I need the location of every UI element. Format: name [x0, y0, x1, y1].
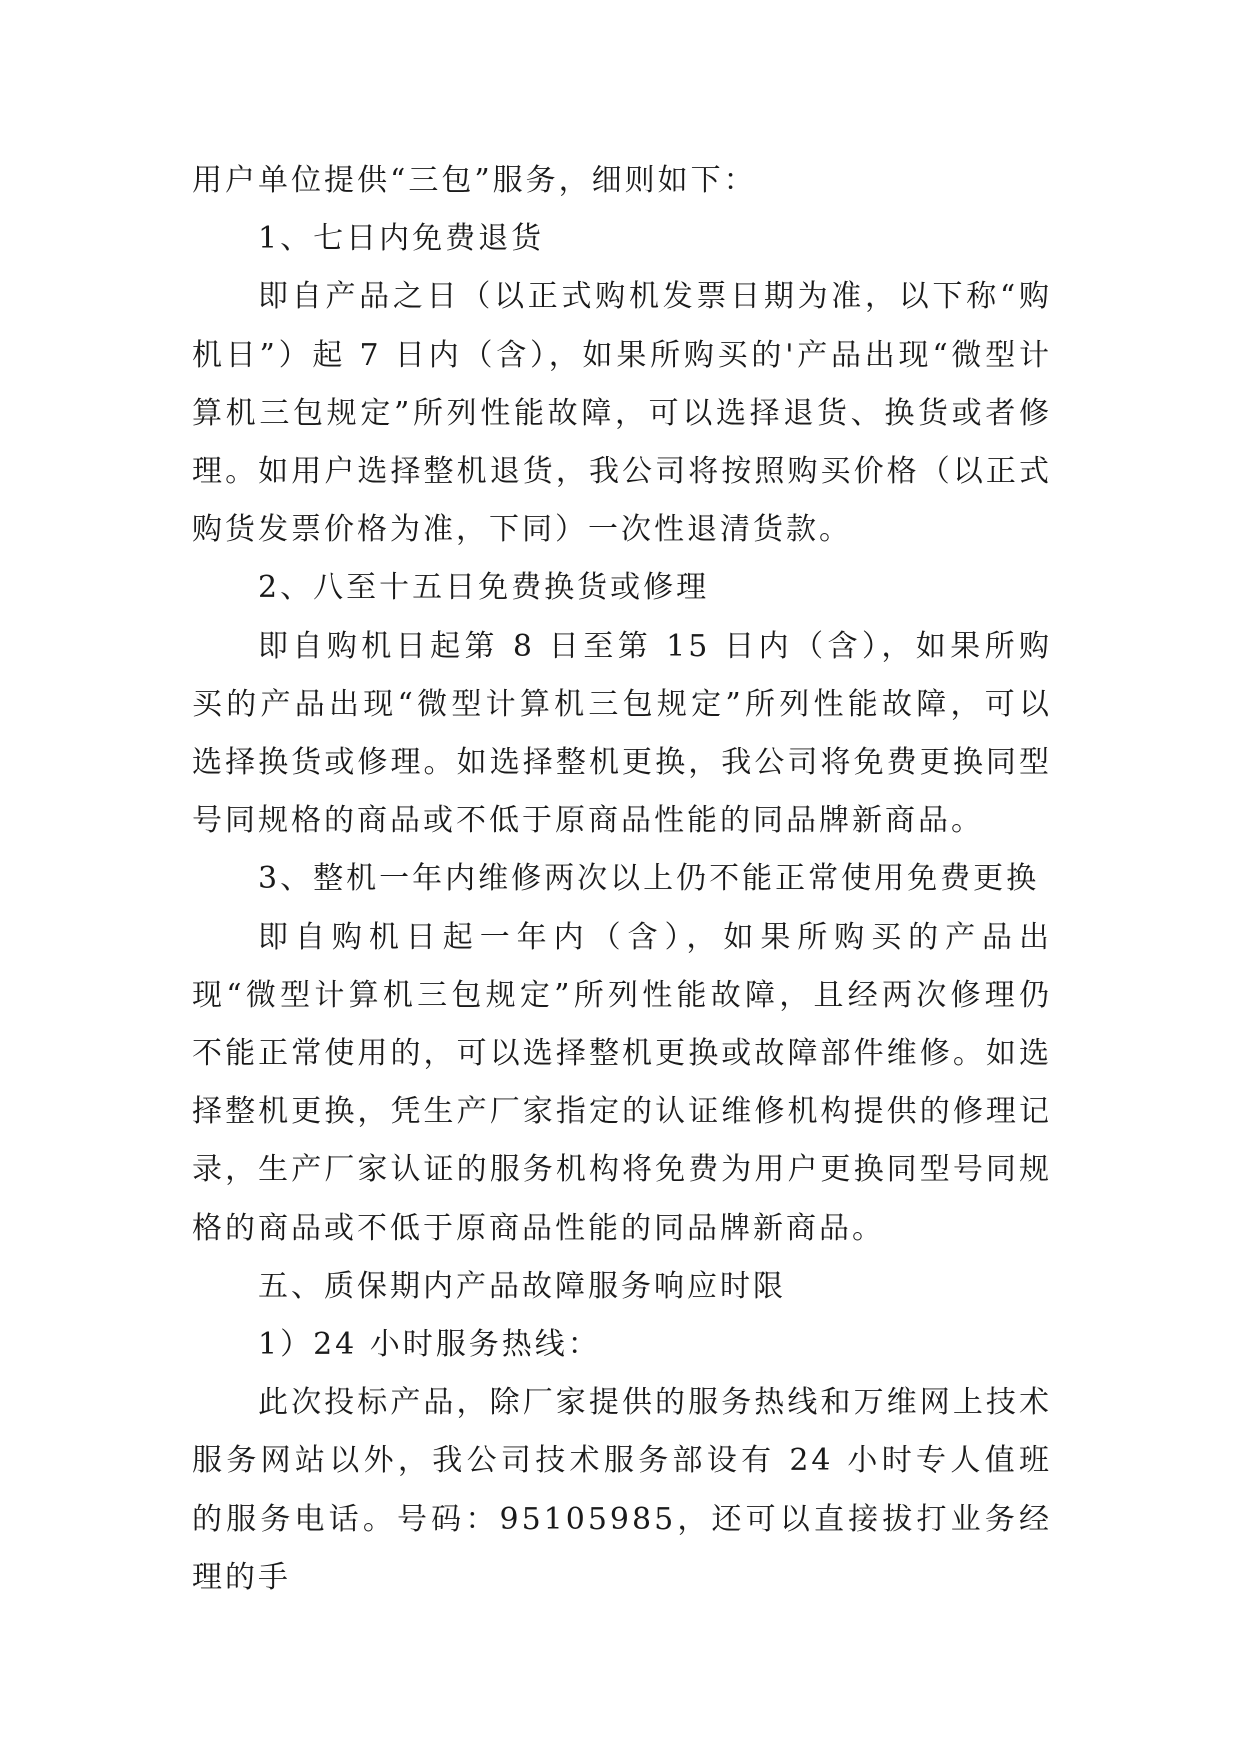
paragraph-one-year-replacement: 即自购机日起一年内（含），如果所购买的产品出现“微型计算机三包规定”所列性能故障，且经两次修理仍不能正常使用的，可以选择整机更换或故障部件维修。如选择整机更换，凭生产厂家指定的认证维修机构提供的修理记录，生产厂家认证的服务机构将免费为用户更换同型号同规格的商品或不低于原商品性能的同品牌新商品。	[192, 919, 1052, 1246]
paragraph-intro: 用户单位提供“三包”服务，细则如下：	[192, 163, 757, 198]
heading-one-year-replacement: 3、整机一年内维修两次以上仍不能正常使用免费更换	[258, 861, 1040, 897]
heading-service-hotline: 1）24 小时服务热线：	[258, 1327, 601, 1363]
heading-response-time: 五、质保期内产品故障服务响应时限	[258, 1268, 786, 1304]
paragraph-seven-day-return: 即自产品之日（以正式购机发票日期为准，以下称“购机日”）起 7 日内（含），如果所购买的'产品出现“微型计算机三包规定”所列性能故障，可以选择退货、换货或者修理。如用户选择整机退货，我公司将按照购买价格（以正式购货发票价格为准，下同）一次性退清货款。	[192, 279, 1052, 548]
paragraph-exchange-or-repair: 即自购机日起第 8 日至第 15 日内（含），如果所购买的产品出现“微型计算机三包规定”所列性能故障，可以选择换货或修理。如选择整机更换，我公司将免费更换同型号同规格的商品或不低于原商品性能的同品牌新商品。	[192, 628, 1052, 839]
heading-seven-day-return: 1、七日内免费退货	[258, 221, 545, 257]
document-body	[192, 152, 1052, 1607]
paragraph-service-hotline: 此次投标产品，除厂家提供的服务热线和万维网上技术服务网站以外，我公司技术服务部设有 24 小时专人值班的服务电话。号码：95105985，还可以直接拔打业务经理的手	[192, 1385, 1052, 1595]
heading-exchange-or-repair: 2、八至十五日免费换货或修理	[258, 570, 710, 606]
